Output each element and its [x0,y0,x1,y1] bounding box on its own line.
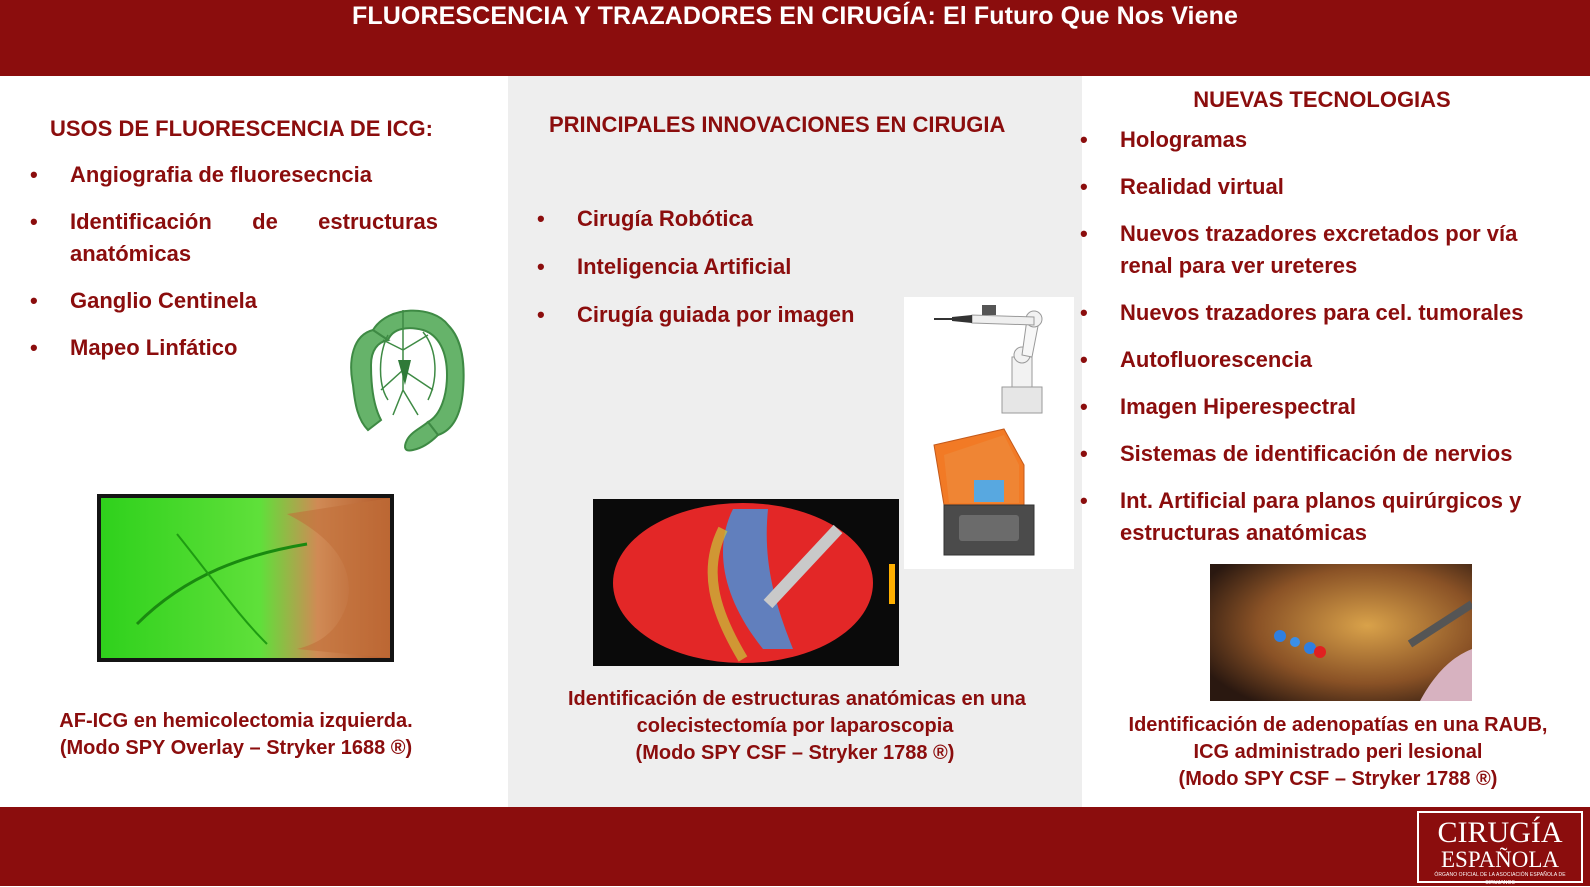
list-item: • Int. Artificial para planos quirúrgicos y estructuras anatómicas [1120,485,1545,549]
page-title: FLUORESCENCIA Y TRAZADORES EN CIRUGÍA: El Futuro Que Nos Viene [352,2,1238,30]
innovations-list [537,203,907,331]
bullet-icon: • [30,162,38,187]
list-item: • Nuevos trazadores excretados por vía renal para ver ureteres [1120,218,1545,282]
bullet-icon: • [30,209,38,234]
bullet-icon: • [1080,441,1088,466]
bullet-icon: • [1080,347,1088,372]
bullet-icon: • [1080,127,1088,152]
colon-icon [343,290,475,458]
list-item: • Cirugía guiada por imagen [577,299,907,331]
list-item: • Cirugía Robótica [577,203,907,235]
column-new-technologies [1082,76,1590,807]
column-innovations [508,76,1082,807]
icg-uses-caption: AF-ICG en hemicolectomia izquierda. (Modo SPY Overlay – Stryker 1688 ®) [59,710,413,759]
bullet-icon: • [1080,221,1088,246]
header-banner [0,0,1590,76]
list-item: • Autofluorescencia [1120,344,1545,376]
innovations-heading: PRINCIPALES INNOVACIONES EN CIRUGIA [549,112,1006,137]
list-item: • Nuevos trazadores para cel. tumorales [1120,297,1545,329]
tech-illustrations-panel [904,297,1074,569]
list-item: • Realidad virtual [1120,171,1545,203]
bullet-icon: • [1080,174,1088,199]
list-item: • Ganglio Centinela [70,285,438,317]
bullet-icon: • [537,206,545,231]
robot-arm-icon [922,297,1052,417]
bullet-icon: • [1080,488,1088,513]
bullet-icon: • [537,302,545,327]
bullet-icon: • [1080,394,1088,419]
list-item: • Imagen Hiperespectral [1120,391,1545,423]
list-item: • Mapeo Linfático [70,332,438,364]
bullet-icon: • [30,288,38,313]
list-item: • Inteligencia Artificial [577,251,907,283]
list-item: • Identificación de estructuras anatómicas [70,206,438,270]
bullet-icon: • [1080,300,1088,325]
3d-printer-icon [924,425,1049,563]
new-tech-list [1080,124,1545,549]
bullet-icon: • [30,335,38,360]
list-item: • Sistemas de identificación de nervios [1120,438,1545,470]
new-tech-caption: Identificación de adenopatías en una RAUB, ICG administrado peri lesional (Modo SPY CSF – Stryker 1788 ®) [1128,714,1548,790]
list-item: • Angiografia de fluoresecncia [70,159,438,191]
icg-hemicolectomy-image [97,494,394,662]
bullet-icon: • [537,254,545,279]
list-item: • Hologramas [1120,124,1545,156]
new-tech-heading: NUEVAS TECNOLOGIAS [1193,87,1451,112]
innovations-caption: Identificación de estructuras anatómicas en una colecistectomía por laparoscopia (Modo SPY CSF – Stryker 1788 ®) [568,688,1026,764]
laparoscopic-cholecystectomy-image [593,499,899,666]
journal-logo: CIRUGÍA ESPAÑOLA ÓRGANO OFICIAL DE LA ASOCIACIÓN ESPAÑOLA DE CIRUJANOS [1417,811,1583,883]
footer-banner [0,807,1590,886]
icg-uses-heading: USOS DE FLUORESCENCIA DE ICG: [50,116,433,141]
raub-lymphadenopathy-image [1210,564,1472,701]
column-icg-uses [0,76,508,807]
